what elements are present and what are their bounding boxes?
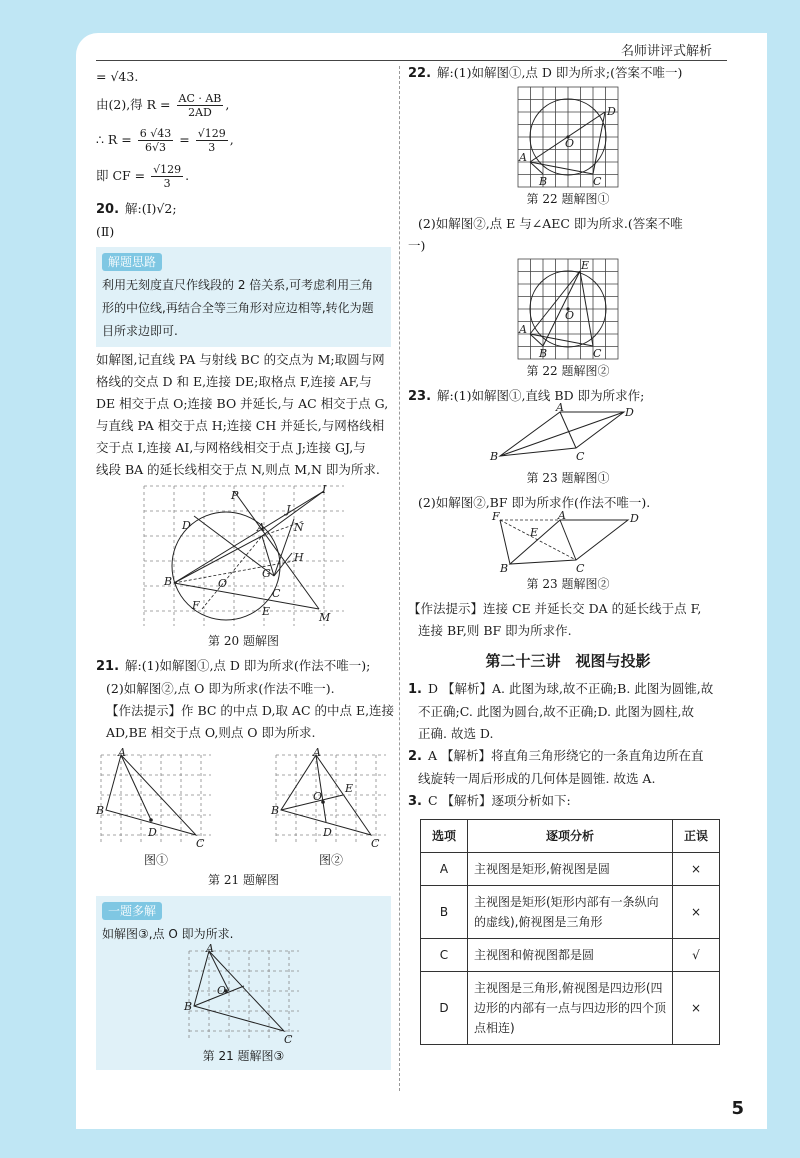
answer-text: 解:(1)如解图①,直线 BD 即为所求作; — [437, 388, 645, 403]
figure-q22-2 — [408, 257, 728, 381]
right-margin-strip — [767, 33, 800, 1129]
svg-text:C: C — [593, 347, 602, 360]
section-title: 第二十三讲 视图与投影 — [485, 652, 651, 670]
table-cell: √ — [673, 939, 720, 972]
hint-text: 利用无刻度直尺作线段的 2 倍关系,可考虑利用三角形的中位线,再结合全等三角形对应边相等,转化为题目所求边即可. — [102, 278, 374, 338]
q23-line — [408, 385, 728, 408]
svg-text:B: B — [183, 1000, 192, 1013]
formula-line: ∴ R = $\frac{6 √43}{6√3}$ = $\frac{√129}{3}$ , — [96, 127, 234, 154]
hint-text: 【作法提示】连接 CE 并延长交 DA 的延长线于点 F, — [408, 601, 702, 616]
q21-fig1 — [96, 746, 216, 870]
q21-diagram-2 — [271, 746, 391, 850]
table-row — [421, 972, 720, 1045]
numerator: √129 — [153, 163, 182, 176]
svg-text:O: O — [565, 137, 575, 150]
svg-text:F: F — [191, 599, 200, 612]
figure-q20 — [96, 481, 391, 651]
figure-caption: 第 21 题解图 — [208, 873, 279, 887]
numerator: 6 √43 — [139, 127, 172, 140]
text-line: DE 相交于点 O;连接 BO 并延长,与 AC 相交于点 G, — [96, 396, 389, 411]
svg-text:C: C — [271, 587, 280, 600]
formula-line: 由(2),得 R = $\frac{AC \cdot AB}{2AD}$ , — [96, 92, 230, 119]
hint-tag: 解题思路 — [102, 253, 162, 271]
svg-text:E: E — [261, 605, 270, 618]
svg-text:G: G — [261, 567, 271, 580]
text-line: 【作法提示】作 BC 的中点 D,取 AC 的中点 E,连接 — [106, 703, 395, 718]
a1-line — [408, 678, 728, 701]
q22-diagram-1 — [513, 85, 623, 189]
q22-line — [408, 62, 728, 85]
text-line: 一) — [408, 238, 426, 253]
svg-text:I: I — [321, 483, 326, 496]
q21-diagram-1 — [96, 746, 216, 850]
figure-q23-2 — [408, 509, 728, 594]
table-cell: 主视图是矩形(矩形内部有一条纵向的虚线),俯视图是三角形 — [468, 886, 673, 939]
table-header-row — [421, 820, 720, 853]
svg-text:D: D — [181, 519, 191, 532]
table-row — [421, 939, 720, 972]
q21-fig2 — [271, 746, 391, 870]
svg-text:O: O — [216, 984, 226, 997]
answer-text: C 【解析】逐项分析如下: — [427, 793, 571, 808]
fraction — [151, 163, 183, 190]
text-line: 线旋转一周后形成的几何体是圆锥. 故选 A. — [418, 771, 656, 786]
svg-text:F: F — [492, 510, 500, 523]
denominator: 3 — [208, 141, 216, 154]
text-line — [408, 598, 728, 620]
table-cell: 主视图和俯视图都是圆 — [468, 939, 673, 972]
fraction — [138, 127, 174, 154]
column-header: 选项 — [421, 820, 468, 853]
svg-text:A: A — [519, 323, 527, 336]
column-divider — [399, 66, 400, 1091]
table-cell: × — [673, 886, 720, 939]
formula-text: ∴ R = — [96, 132, 132, 147]
svg-text:H: H — [293, 551, 304, 564]
table-cell: × — [673, 853, 720, 886]
svg-text:C: C — [196, 837, 205, 850]
text-line: 格线的交点 D 和 E,连接 DE;取格点 F,连接 AF,与 — [96, 374, 372, 389]
svg-text:B: B — [96, 804, 105, 817]
formula-line: 即 CF = $\frac{√129}{3}$ . — [96, 163, 190, 190]
text-line: 线段 BA 的延长线相交于点 N,则点 M,N 即为所求. — [96, 462, 380, 477]
text-line: 如解图,记直线 PA 与射线 BC 的交点为 M;取圆与网 — [96, 352, 385, 367]
text-line: (2)如解图②,点 O 即为所求(作法不唯一). — [106, 681, 335, 696]
figure-q22-1 — [408, 85, 728, 209]
multi-solution-box — [96, 896, 391, 1070]
a3-line — [408, 790, 728, 813]
svg-text:B: B — [163, 575, 172, 588]
q21-fig3 — [102, 942, 385, 1066]
column-header: 正误 — [673, 820, 720, 853]
answer-text: A 【解析】将直角三角形绕它的一条直角边所在直 — [427, 748, 704, 763]
svg-text:B: B — [271, 804, 280, 817]
svg-text:O: O — [217, 577, 227, 590]
table-cell: 主视图是矩形,俯视图是圆 — [468, 853, 673, 886]
page-number: 5 — [731, 1098, 744, 1119]
q20-line — [96, 198, 391, 221]
svg-text:C: C — [576, 562, 585, 575]
svg-text:E: E — [345, 782, 354, 795]
text-line: 交于点 I,连接 AI,与网格线相交于点 J;连接 GJ,与 — [96, 440, 366, 455]
svg-text:C: C — [593, 175, 602, 188]
formula-text: 即 CF = — [96, 168, 146, 183]
formula-text: 由(2),得 R = — [96, 97, 171, 112]
question-number: 2. — [408, 749, 422, 764]
numerator: √129 — [197, 127, 226, 140]
svg-text:N: N — [293, 521, 304, 534]
question-number: 20. — [96, 202, 120, 217]
svg-text:D: D — [625, 406, 634, 419]
svg-text:J: J — [285, 503, 290, 516]
fraction — [196, 127, 228, 154]
q20-part2: (Ⅱ) — [96, 224, 115, 239]
figure-q23-1 — [408, 401, 728, 488]
table-row — [421, 886, 720, 939]
answer-text: 解:(1)如解图①,点 D 即为所求(作法不唯一); — [125, 658, 371, 673]
answer-text: 解:(Ⅰ)√2; — [125, 201, 177, 216]
svg-text:A: A — [519, 151, 527, 164]
text-line: (2)如解图②,点 E 与∠AEC 即为所求.(答案不唯 — [418, 216, 683, 231]
q20-body — [96, 349, 391, 481]
fraction — [177, 92, 224, 119]
table-row — [421, 853, 720, 886]
text-line: AD,BE 相交于点 O,则点 O 即为所求. — [106, 725, 316, 740]
numerator: AC · AB — [178, 92, 222, 105]
svg-text:D: D — [148, 826, 157, 839]
fig-label: 图② — [318, 853, 343, 867]
multi-solution-tag: 一题多解 — [102, 902, 162, 920]
text-line: = √43. — [96, 69, 139, 84]
table-cell: × — [673, 972, 720, 1045]
a2-line — [408, 745, 728, 768]
figure-q21 — [96, 746, 391, 870]
denominator: 2AD — [188, 106, 212, 119]
table-cell: B — [421, 886, 468, 939]
svg-text:M: M — [318, 611, 330, 624]
denominator: 6√3 — [145, 141, 167, 154]
svg-text:D: D — [323, 826, 332, 839]
formula-text: = — [179, 132, 190, 147]
text-line: (2)如解图②,BF 即为所求作(作法不唯一). — [418, 495, 651, 510]
figure-caption: 第 20 题解图 — [208, 634, 279, 648]
header-rule — [96, 60, 727, 61]
figure-caption: 第 23 题解图① — [526, 471, 610, 485]
text-line: 连接 BF,则 BF 即为所求作. — [418, 623, 572, 638]
svg-text:C: C — [283, 1033, 292, 1046]
column-header: 逐项分析 — [468, 820, 673, 853]
svg-text:B: B — [490, 450, 499, 463]
svg-text:A: A — [256, 521, 265, 534]
figure-caption: 第 21 题解图③ — [202, 1049, 285, 1063]
q23-diagram-1 — [488, 401, 648, 468]
figure-caption: 第 22 题解图② — [526, 364, 610, 378]
table-cell: C — [421, 939, 468, 972]
q21-diagram-3 — [183, 942, 304, 1046]
text-line: 与直线 PA 相交于点 H;连接 CH 并延长,与网格线相 — [96, 418, 385, 433]
answer-text: 解:(1)如解图①,点 D 即为所求;(答案不唯一) — [437, 65, 683, 80]
svg-text:A: A — [118, 746, 126, 759]
q20-diagram — [134, 481, 354, 631]
svg-text:B: B — [539, 175, 548, 188]
question-number: 21. — [96, 659, 120, 674]
svg-text:A: A — [205, 942, 214, 955]
table-cell: D — [421, 972, 468, 1045]
svg-text:B: B — [500, 562, 509, 575]
q23-diagram-2 — [488, 509, 648, 575]
answer-text: D 【解析】A. 此图为球,故不正确;B. 此图为圆锥,故 — [427, 681, 714, 696]
text-line: 不正确;C. 此图为圆台,故不正确;D. 此图为圆柱,故 — [418, 704, 694, 719]
table-cell: A — [421, 853, 468, 886]
svg-text:C: C — [371, 837, 380, 850]
svg-text:A: A — [313, 746, 321, 759]
text-line: 正确. 故选 D. — [418, 726, 494, 741]
question-number: 23. — [408, 389, 432, 404]
denominator: 3 — [163, 177, 171, 190]
hint-box — [96, 247, 391, 347]
svg-text:D: D — [607, 105, 616, 118]
svg-text:A: A — [556, 401, 564, 414]
multi-solution-text: 如解图③,点 O 即为所求. — [102, 927, 234, 941]
header-title: 名师讲评式解析 — [620, 44, 712, 59]
question-number: 22. — [408, 66, 432, 81]
figure-caption: 第 23 题解图② — [526, 577, 610, 591]
fig-label: 图① — [143, 853, 168, 867]
svg-text:C: C — [576, 450, 585, 463]
right-column — [408, 62, 728, 1045]
svg-text:A: A — [558, 509, 566, 522]
svg-text:O: O — [565, 309, 575, 322]
analysis-table — [420, 819, 720, 1045]
svg-text:E: E — [530, 526, 539, 539]
question-number: 3. — [408, 794, 422, 809]
svg-text:D: D — [630, 512, 639, 525]
svg-text:O: O — [313, 790, 323, 803]
question-number: 1. — [408, 682, 422, 697]
table-cell: 主视图是三角形,俯视图是四边形(四边形的内部有一点与四边形的四个顶点相连) — [468, 972, 673, 1045]
q21-line — [96, 655, 391, 678]
svg-text:P: P — [230, 489, 238, 502]
svg-text:B: B — [539, 347, 548, 360]
figure-caption: 第 22 题解图① — [526, 192, 610, 206]
svg-text:E: E — [581, 259, 590, 272]
left-column — [96, 66, 395, 1070]
q22-diagram-2 — [513, 257, 623, 361]
